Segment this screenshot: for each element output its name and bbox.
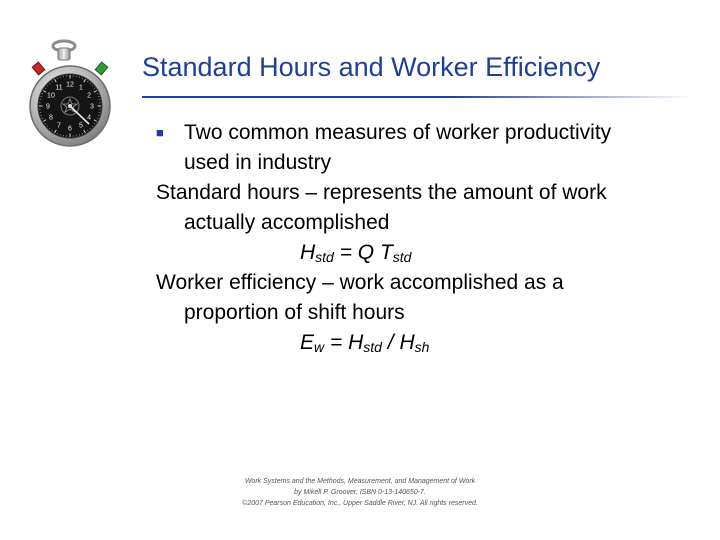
- bullet-item: [156, 118, 704, 148]
- dial-number: 8: [48, 114, 53, 122]
- stopwatch-crown: [58, 48, 70, 60]
- dial-number: 11: [55, 84, 63, 92]
- dial-number: 4: [87, 114, 92, 122]
- worker-efficiency-line-1: Worker efficiency – work accomplished as a: [156, 271, 564, 294]
- dial-number: 5: [79, 122, 83, 130]
- slide-title: Standard Hours and Worker Efficiency: [142, 52, 601, 82]
- title-underline: [142, 96, 694, 98]
- dial-number: 6: [68, 125, 72, 133]
- dial-number: 3: [90, 103, 94, 111]
- footer-line-1: Work Systems and the Methods, Measurement, and Management of Work: [244, 478, 476, 485]
- dial-number: 9: [46, 103, 50, 111]
- stopwatch-start-button: [95, 62, 108, 75]
- stopwatch-reset-button: [32, 62, 45, 75]
- dial-number: 2: [87, 92, 92, 100]
- dial-number: 7: [57, 122, 61, 130]
- standard-hours-line-2: actually accomplished: [184, 211, 390, 234]
- worker-efficiency-formula: $E_w = H_{std} / H_{sh}$: [300, 331, 430, 355]
- slide-footer: [160, 476, 560, 509]
- stopwatch-icon: [22, 38, 118, 148]
- footer-line-3: ©2007 Pearson Education, Inc., Upper Saddle River, NJ. All rights reserved.: [242, 500, 478, 507]
- footer-line-2: by Mikell P. Groover, ISBN 0-13-140650-7.: [294, 489, 426, 496]
- bullet-text-line-1: Two common measures of worker productivity: [184, 121, 612, 144]
- slide-body: [156, 118, 704, 358]
- dial-number: 1: [79, 84, 83, 92]
- square-bullet-icon: ■: [156, 125, 164, 140]
- dial-number: 10: [47, 92, 55, 100]
- stopwatch-pivot: [68, 104, 72, 108]
- worker-efficiency-line-2: proportion of shift hours: [184, 301, 405, 324]
- dial-number: 12: [66, 81, 74, 89]
- bullet-text-line-2: used in industry: [184, 151, 332, 174]
- standard-hours-formula: $H_{std} = Q$ $T_{std}$: [300, 241, 412, 265]
- standard-hours-line-1: Standard hours – represents the amount of work: [156, 181, 607, 204]
